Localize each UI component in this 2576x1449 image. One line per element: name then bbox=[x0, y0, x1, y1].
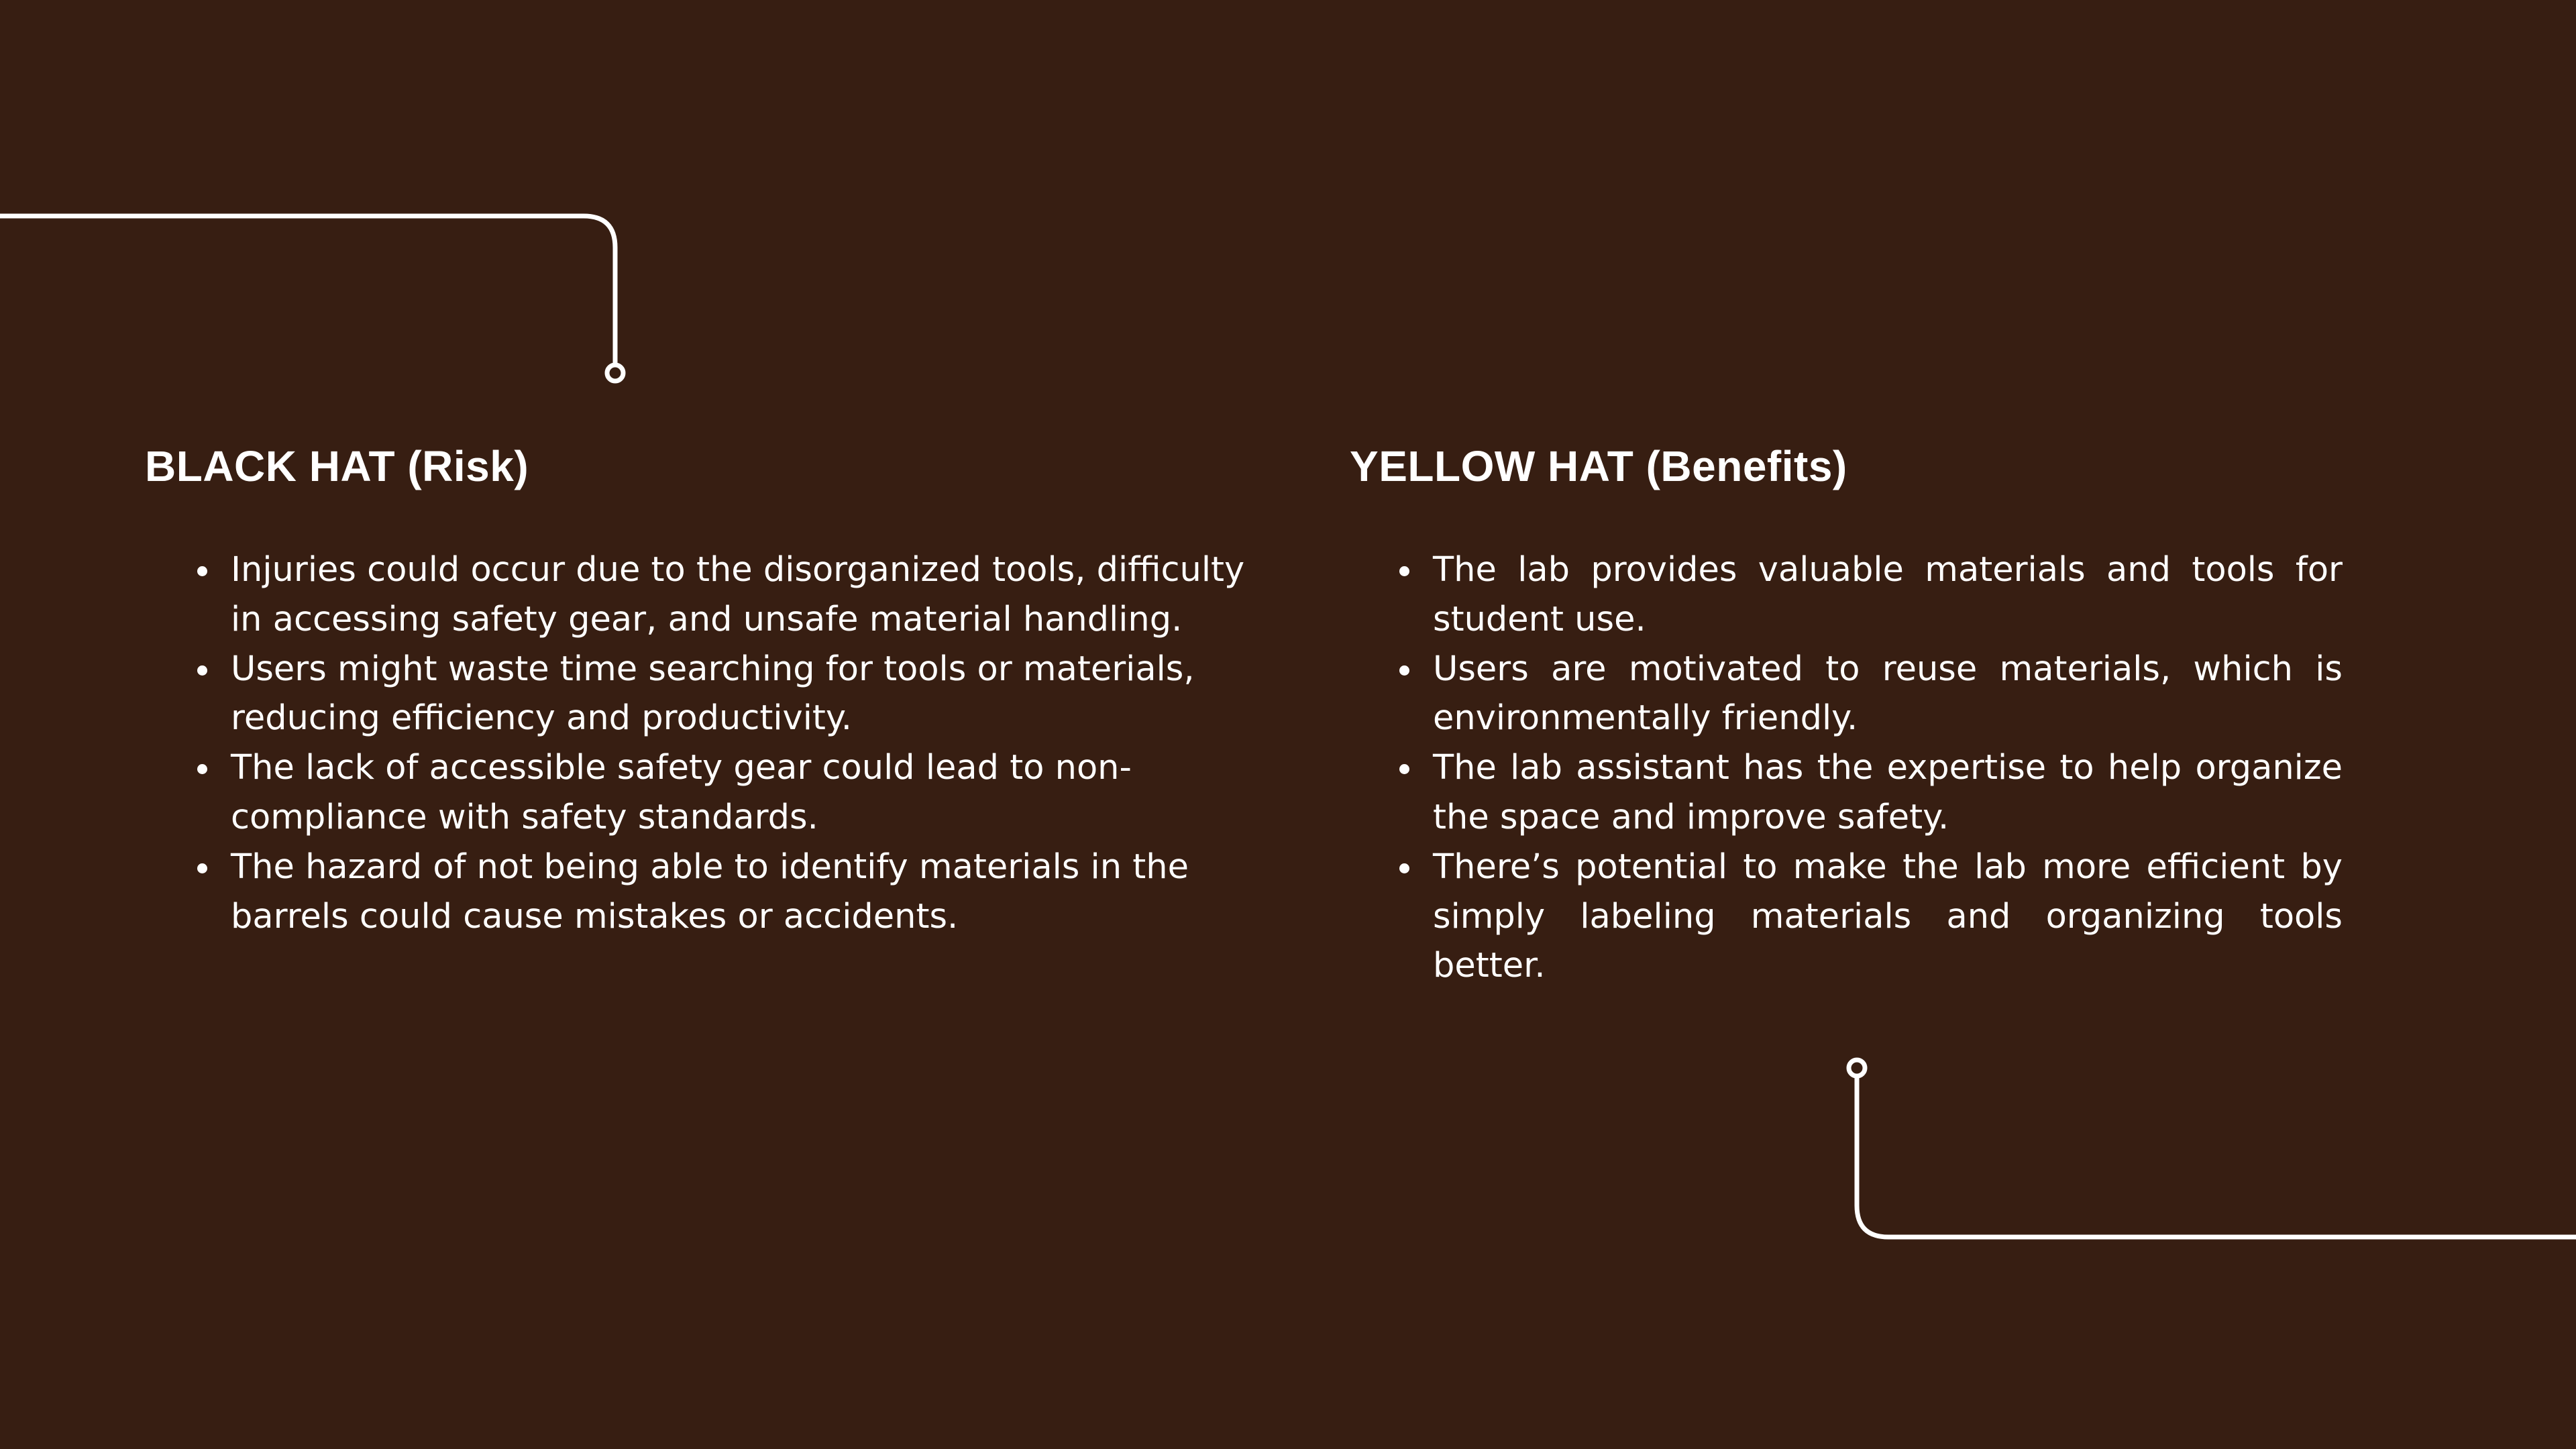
bottom-right-connector-line bbox=[1857, 1077, 2576, 1237]
bottom-right-connector-node bbox=[1849, 1060, 1865, 1076]
black-hat-section bbox=[145, 439, 1245, 941]
list-item: Users might waste time searching for tools or materials, reducing efficiency and productivity. bbox=[231, 645, 1245, 744]
list-item: The hazard of not being able to identify materials in the barrels could cause mistakes or accidents. bbox=[231, 843, 1245, 942]
top-left-connector-line bbox=[0, 216, 615, 364]
list-item: Users are motivated to reuse materials, which is environmentally friendly. bbox=[1433, 645, 2343, 744]
list-item: Injuries could occur due to the disorganized tools, difficulty in accessing safety gear, and unsafe material handling. bbox=[231, 545, 1245, 645]
list-item: The lack of accessible safety gear could lead to non-compliance with safety standards. bbox=[231, 743, 1245, 843]
list-item: There’s potential to make the lab more efficient by simply labeling materials and organizing tools better. bbox=[1433, 843, 2343, 991]
black-hat-list bbox=[145, 545, 1245, 941]
black-hat-heading: BLACK HAT (Risk) bbox=[145, 442, 529, 490]
yellow-hat-section bbox=[1350, 439, 2343, 991]
list-item: The lab provides valuable materials and tools for student use. bbox=[1433, 545, 2343, 645]
yellow-hat-list bbox=[1350, 545, 2343, 991]
yellow-hat-heading: YELLOW HAT (Benefits) bbox=[1350, 442, 1847, 490]
top-left-connector-node bbox=[607, 365, 623, 381]
list-item: The lab assistant has the expertise to help organize the space and improve safety. bbox=[1433, 743, 2343, 843]
